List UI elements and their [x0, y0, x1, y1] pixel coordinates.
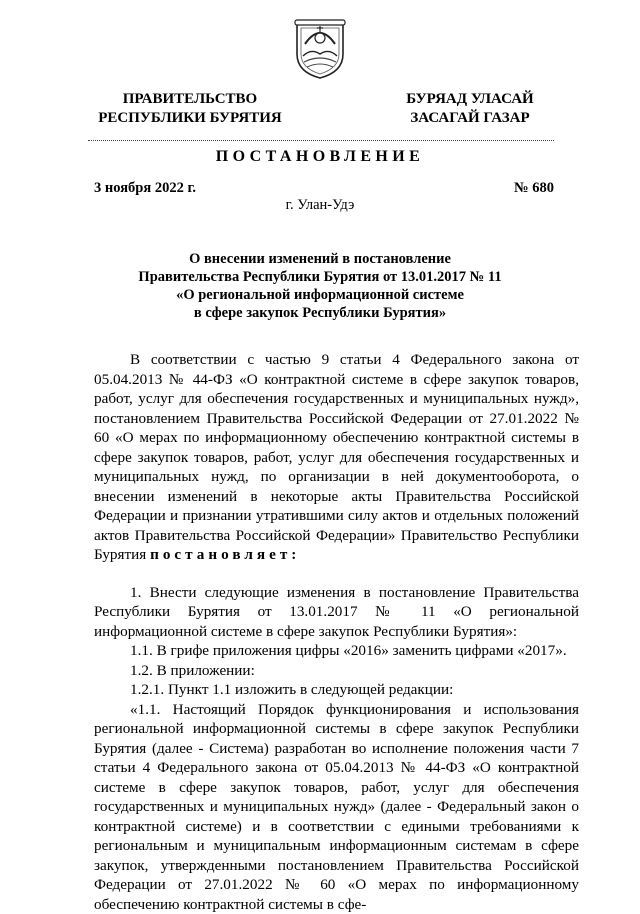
subject-line: О внесении изменений в постановление: [100, 250, 540, 268]
item-1-paragraph: 1. Внести следующие изменения в постановление Правительства Республики Бурятия от 13.01.2017 № 11 «О региональной информационной системе в сфере закупок Республики Бурятия»:: [94, 583, 579, 642]
coat-of-arms-emblem: [293, 14, 347, 80]
document-number: № 680: [490, 180, 554, 197]
subject-line: «О региональной информационной системе: [100, 286, 540, 304]
preamble-text: В соответствии с частью 9 статьи 4 Федерального закона от 05.04.2013 № 44-ФЗ «О контрактной системе в сфере закупок товаров, работ, услуг для обеспечения государственных и муниципальных нужд», постановлением Правительства Российской Федерации от 27.01.2022 № 60 «О мерах по информационному обеспечению контрактной системы в сфере закупок товаров, работ, услуг для обеспечения государственных и муниципальных нужд, по организации в ней документооборота, о внесении изменений в некоторые акты Правительства Российской Федерации и признании утратившими силу актов и отдельных положений актов Правительства Российской Федерации» Правительство Республики Бурятия: [94, 351, 579, 563]
header-right-line2: ЗАСАГАЙ ГАЗАР: [395, 109, 545, 128]
header-divider: [88, 140, 554, 141]
document-type-title: ПОСТАНОВЛЕНИЕ: [0, 148, 640, 166]
item-1-1-paragraph: 1.1. В грифе приложения цифры «2016» заменить цифрами «2017».: [94, 641, 579, 661]
quoted-paragraph: «1.1. Настоящий Порядок функционирования и использования региональной информационной системы в сфере закупок Республики Бурятия (далее - Система) разработан во исполнение положения части 7 статьи 4 Федерального закона от 05.04.2013 № 44-ФЗ «О контрактной системе в сфере закупок товаров, работ, услуг для обеспечения государственных и муниципальных нужд» (далее - Федеральный закон о контрактной системе) и в соответствии с едиными требованиями к региональным и муниципальным информационным системам в сфере закупок, утвержденными постановлением Правительства Российской Федерации от 27.01.2022 № 60 «О мерах по информационному обеспечению контрактной системы в сфе-: [94, 700, 579, 914]
header-government-bua: [395, 90, 545, 128]
item-1-2-paragraph: 1.2. В приложении:: [94, 661, 579, 681]
header-right-line1: БУРЯАД УЛАСАЙ: [395, 90, 545, 109]
document-date: 3 ноября 2022 г.: [94, 180, 196, 197]
subject-line: в сфере закупок Республики Бурятия»: [100, 304, 540, 322]
header-government-ru: [88, 90, 292, 128]
document-subject: [100, 250, 540, 322]
item-1-2-1-paragraph: 1.2.1. Пункт 1.1 изложить в следующей редакции:: [94, 680, 579, 700]
header-left-line1: ПРАВИТЕЛЬСТВО: [88, 90, 292, 109]
header-left-line2: РЕСПУБЛИКИ БУРЯТИЯ: [88, 109, 292, 128]
subject-line: Правительства Республики Бурятия от 13.01.2017 № 11: [100, 268, 540, 286]
decree-word: постановляет:: [150, 546, 300, 563]
document-body: [94, 350, 579, 914]
preamble-paragraph: [94, 350, 579, 565]
document-city: г. Улан-Удэ: [0, 197, 640, 214]
